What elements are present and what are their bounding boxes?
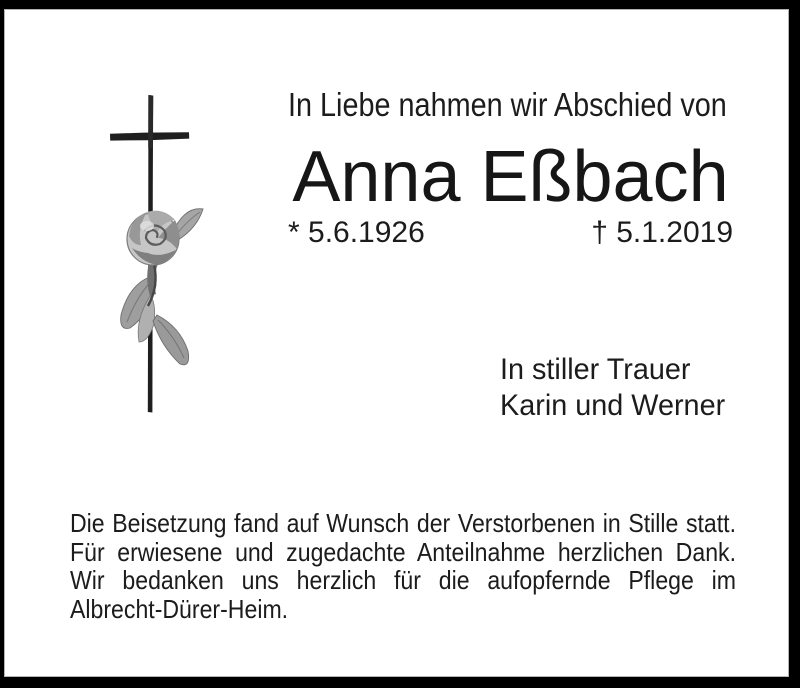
dates-row [288,216,733,250]
condolence-line: In stiller Trauer [500,353,691,386]
rose-icon [121,209,203,365]
birth-date: * 5.6.1926 [288,216,425,249]
closing-line: Für erwiesene und zugedachte Anteilnahme herzlichen Dank. [70,536,736,567]
deceased-name: Anna Eßbach [292,137,729,217]
closing-line: Die Beisetzung fand auf Wunsch der Verstorbenen in Stille statt. [70,508,736,538]
cross-rose-icon [100,88,210,418]
death-date: † 5.1.2019 [591,216,733,249]
condolence-block [500,352,725,424]
obituary-card [4,9,789,677]
mourners-names: Karin und Werner [500,389,726,422]
closing-line: Wir bedanken uns herzlich für die aufopfernde Pflege im [70,565,736,595]
closing-line: Albrecht-Dürer-Heim. [70,593,289,624]
closing-paragraph [70,509,736,623]
intro-line: In Liebe nahmen wir Abschied von [288,86,727,123]
